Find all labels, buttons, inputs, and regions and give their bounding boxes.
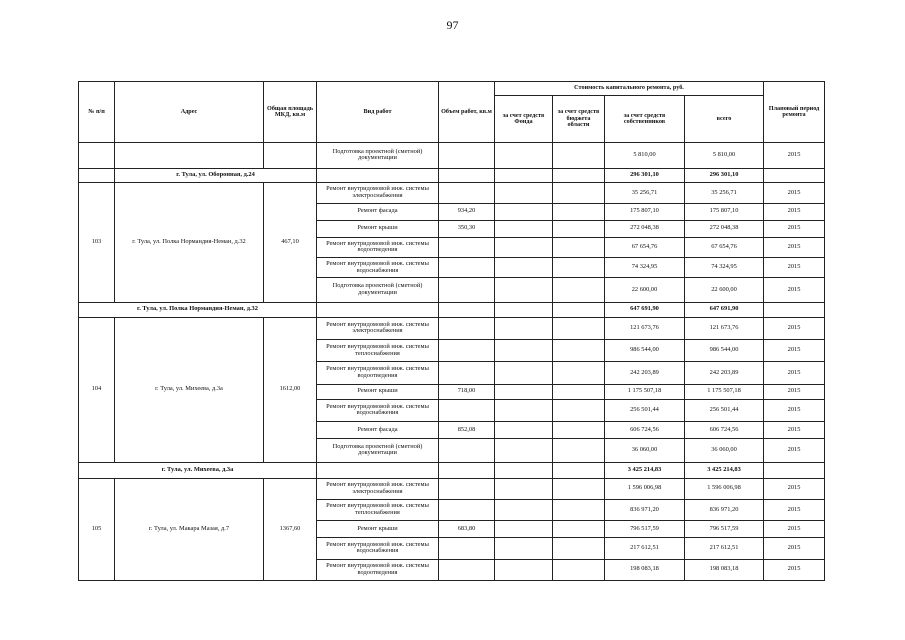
owners-cell: 217 612,51 xyxy=(605,538,685,559)
owners-cell: 175 807,10 xyxy=(605,203,685,220)
total-cell: 198 083,18 xyxy=(685,559,764,580)
period-cell xyxy=(764,168,825,183)
fund-cell xyxy=(495,302,553,317)
budget-cell xyxy=(553,258,605,278)
period-cell: 2015 xyxy=(764,384,825,399)
budget-cell xyxy=(553,422,605,439)
work-cell: Ремонт внутридомовой инж. системы водоснабжения xyxy=(317,538,439,559)
volume-cell xyxy=(439,439,495,462)
fund-cell xyxy=(495,168,553,183)
volume-cell xyxy=(439,237,495,257)
budget-cell xyxy=(553,538,605,559)
volume-cell xyxy=(439,538,495,559)
budget-cell xyxy=(553,302,605,317)
address-cell: г. Тула, ул. Макара Мазая, д.7 xyxy=(115,478,264,580)
sum-row xyxy=(79,462,825,478)
period-cell: 2015 xyxy=(764,499,825,520)
total-cell: 74 324,95 xyxy=(685,258,764,278)
fund-cell xyxy=(495,521,553,538)
total-cell: 121 673,76 xyxy=(685,317,764,339)
num-cell: 104 xyxy=(79,317,115,462)
total-cell: 1 175 507,18 xyxy=(685,384,764,399)
total-cell: 67 654,76 xyxy=(685,237,764,257)
sum-label: г. Тула, ул. Полка Нормандия-Неман, д.32 xyxy=(79,302,317,317)
volume-cell xyxy=(439,143,495,169)
sum-row xyxy=(79,302,825,317)
budget-cell xyxy=(553,384,605,399)
owners-cell: 296 301,10 xyxy=(605,168,685,183)
period-cell xyxy=(764,462,825,478)
total-cell: 647 691,90 xyxy=(685,302,764,317)
table-row xyxy=(79,143,825,169)
work-cell: Ремонт внутридомовой инж. системы электроснабжения xyxy=(317,317,439,339)
fund-cell xyxy=(495,439,553,462)
volume-cell: 852,08 xyxy=(439,422,495,439)
work-cell: Ремонт внутридомовой инж. системы водоснабжения xyxy=(317,258,439,278)
period-cell: 2015 xyxy=(764,478,825,499)
owners-cell: 1 175 507,18 xyxy=(605,384,685,399)
total-cell: 5 810,00 xyxy=(685,143,764,169)
period-cell: 2015 xyxy=(764,278,825,303)
volume-cell: 683,80 xyxy=(439,521,495,538)
budget-cell xyxy=(553,317,605,339)
owners-cell: 67 654,76 xyxy=(605,237,685,257)
volume-cell: 350,30 xyxy=(439,220,495,237)
volume-cell xyxy=(439,317,495,339)
work-cell: Ремонт внутридомовой инж. системы водоснабжения xyxy=(317,399,439,421)
work-cell: Ремонт крыши xyxy=(317,220,439,237)
area-cell: 467,10 xyxy=(264,183,317,302)
period-cell: 2015 xyxy=(764,399,825,421)
owners-cell: 36 060,00 xyxy=(605,439,685,462)
work-cell xyxy=(317,462,439,478)
fund-cell xyxy=(495,237,553,257)
budget-cell xyxy=(553,462,605,478)
owners-cell: 647 691,90 xyxy=(605,302,685,317)
area-cell: 1367,60 xyxy=(264,478,317,580)
total-cell: 3 425 214,83 xyxy=(685,462,764,478)
period-cell: 2015 xyxy=(764,362,825,384)
num-cell: 103 xyxy=(79,183,115,302)
table-body xyxy=(79,143,825,581)
work-cell: Подготовка проектной (сметной) документации xyxy=(317,143,439,169)
budget-cell xyxy=(553,237,605,257)
total-cell: 242 203,89 xyxy=(685,362,764,384)
owners-cell: 986 544,00 xyxy=(605,340,685,362)
budget-cell xyxy=(553,478,605,499)
table-row xyxy=(79,317,825,339)
work-cell: Ремонт фасада xyxy=(317,203,439,220)
total-cell: 175 807,10 xyxy=(685,203,764,220)
capital-repair-table xyxy=(78,81,825,581)
total-cell: 22 600,00 xyxy=(685,278,764,303)
period-cell xyxy=(764,302,825,317)
owners-cell: 256 501,44 xyxy=(605,399,685,421)
volume-cell xyxy=(439,559,495,580)
volume-cell: 934,20 xyxy=(439,203,495,220)
budget-cell xyxy=(553,168,605,183)
work-cell: Ремонт внутридомовой инж. системы электроснабжения xyxy=(317,183,439,203)
work-cell: Ремонт внутридомовой инж. системы теплоснабжения xyxy=(317,499,439,520)
period-cell: 2015 xyxy=(764,220,825,237)
work-cell: Ремонт крыши xyxy=(317,384,439,399)
header-volume: Объем работ, кв.м xyxy=(439,82,495,143)
work-cell: Ремонт внутридомовой инж. системы водоотведения xyxy=(317,559,439,580)
volume-cell xyxy=(439,362,495,384)
num-cell: 105 xyxy=(79,478,115,580)
header-cost-group: Стоимость капитального ремонта, руб. xyxy=(495,82,764,96)
volume-cell xyxy=(439,462,495,478)
num-cell xyxy=(79,168,115,183)
work-cell xyxy=(317,302,439,317)
owners-cell: 121 673,76 xyxy=(605,317,685,339)
fund-cell xyxy=(495,278,553,303)
budget-cell xyxy=(553,362,605,384)
owners-cell: 74 324,95 xyxy=(605,258,685,278)
total-cell: 272 048,38 xyxy=(685,220,764,237)
period-cell: 2015 xyxy=(764,521,825,538)
owners-cell: 606 724,56 xyxy=(605,422,685,439)
header-total: всего xyxy=(685,96,764,143)
work-cell: Ремонт фасада xyxy=(317,422,439,439)
owners-cell: 35 256,71 xyxy=(605,183,685,203)
address-cell: г. Тула, ул. Михеева, д.3а xyxy=(115,317,264,462)
area-cell: 1612,00 xyxy=(264,317,317,462)
volume-cell xyxy=(439,499,495,520)
header-budget: за счет средств бюджета области xyxy=(553,96,605,143)
fund-cell xyxy=(495,143,553,169)
sum-label: г. Тула, ул. Михеева, д.3а xyxy=(79,462,317,478)
page-number: 97 xyxy=(446,18,459,32)
fund-cell xyxy=(495,399,553,421)
period-cell: 2015 xyxy=(764,203,825,220)
period-cell: 2015 xyxy=(764,538,825,559)
work-cell xyxy=(317,168,439,183)
owners-cell: 3 425 214,83 xyxy=(605,462,685,478)
sum-row xyxy=(79,168,825,183)
fund-cell xyxy=(495,422,553,439)
budget-cell xyxy=(553,439,605,462)
period-cell: 2015 xyxy=(764,439,825,462)
fund-cell xyxy=(495,499,553,520)
table-row xyxy=(79,183,825,203)
owners-cell: 22 600,00 xyxy=(605,278,685,303)
budget-cell xyxy=(553,499,605,520)
total-cell: 986 544,00 xyxy=(685,340,764,362)
header-area: Общая площадь МКД, кв.м xyxy=(264,82,317,143)
period-cell: 2015 xyxy=(764,143,825,169)
work-cell: Подготовка проектной (сметной) документации xyxy=(317,278,439,303)
header-owners: за счет средств собственников xyxy=(605,96,685,143)
owners-cell: 836 971,20 xyxy=(605,499,685,520)
work-cell: Ремонт крыши xyxy=(317,521,439,538)
owners-cell: 242 203,89 xyxy=(605,362,685,384)
volume-cell xyxy=(439,183,495,203)
period-cell: 2015 xyxy=(764,340,825,362)
budget-cell xyxy=(553,183,605,203)
owners-cell: 5 810,00 xyxy=(605,143,685,169)
num-cell xyxy=(79,143,115,169)
work-cell: Ремонт внутридомовой инж. системы теплоснабжения xyxy=(317,340,439,362)
fund-cell xyxy=(495,538,553,559)
volume-cell xyxy=(439,340,495,362)
fund-cell xyxy=(495,559,553,580)
fund-cell xyxy=(495,220,553,237)
total-cell: 606 724,56 xyxy=(685,422,764,439)
owners-cell: 796 517,59 xyxy=(605,521,685,538)
total-cell: 36 060,00 xyxy=(685,439,764,462)
owners-cell: 198 083,18 xyxy=(605,559,685,580)
header-work: Вид работ xyxy=(317,82,439,143)
volume-cell xyxy=(439,302,495,317)
header-fund: за счет средств Фонда xyxy=(495,96,553,143)
budget-cell xyxy=(553,559,605,580)
budget-cell xyxy=(553,220,605,237)
period-cell: 2015 xyxy=(764,317,825,339)
budget-cell xyxy=(553,340,605,362)
area-cell xyxy=(264,143,317,169)
fund-cell xyxy=(495,462,553,478)
budget-cell xyxy=(553,278,605,303)
total-cell: 796 517,59 xyxy=(685,521,764,538)
work-cell: Ремонт внутридомовой инж. системы водоотведения xyxy=(317,362,439,384)
fund-cell xyxy=(495,384,553,399)
fund-cell xyxy=(495,183,553,203)
volume-cell xyxy=(439,258,495,278)
budget-cell xyxy=(553,399,605,421)
budget-cell xyxy=(553,143,605,169)
fund-cell xyxy=(495,317,553,339)
total-cell: 35 256,71 xyxy=(685,183,764,203)
address-cell: г. Тула, ул. Полка Нормандия-Неман, д.32 xyxy=(115,183,264,302)
owners-cell: 1 596 006,98 xyxy=(605,478,685,499)
budget-cell xyxy=(553,203,605,220)
volume-cell xyxy=(439,168,495,183)
header-address: Адрес xyxy=(115,82,264,143)
budget-cell xyxy=(553,521,605,538)
work-cell: Ремонт внутридомовой инж. системы электроснабжения xyxy=(317,478,439,499)
fund-cell xyxy=(495,478,553,499)
period-cell: 2015 xyxy=(764,559,825,580)
total-cell: 256 501,44 xyxy=(685,399,764,421)
header-num: № п/п xyxy=(79,82,115,143)
total-cell: 836 971,20 xyxy=(685,499,764,520)
fund-cell xyxy=(495,340,553,362)
address-cell xyxy=(115,143,264,169)
work-cell: Подготовка проектной (сметной) документации xyxy=(317,439,439,462)
volume-cell xyxy=(439,278,495,303)
volume-cell xyxy=(439,399,495,421)
work-cell: Ремонт внутридомовой инж. системы водоотведения xyxy=(317,237,439,257)
owners-cell: 272 048,38 xyxy=(605,220,685,237)
total-cell: 217 612,51 xyxy=(685,538,764,559)
total-cell: 296 301,10 xyxy=(685,168,764,183)
total-cell: 1 596 006,98 xyxy=(685,478,764,499)
period-cell: 2015 xyxy=(764,237,825,257)
sum-label: г. Тула, ул. Оборонная, д.24 xyxy=(115,168,317,183)
fund-cell xyxy=(495,362,553,384)
header-period: Плановый период ремонта xyxy=(764,82,825,143)
volume-cell: 718,00 xyxy=(439,384,495,399)
fund-cell xyxy=(495,203,553,220)
fund-cell xyxy=(495,258,553,278)
volume-cell xyxy=(439,478,495,499)
period-cell: 2015 xyxy=(764,422,825,439)
period-cell: 2015 xyxy=(764,258,825,278)
period-cell: 2015 xyxy=(764,183,825,203)
table-row xyxy=(79,478,825,499)
